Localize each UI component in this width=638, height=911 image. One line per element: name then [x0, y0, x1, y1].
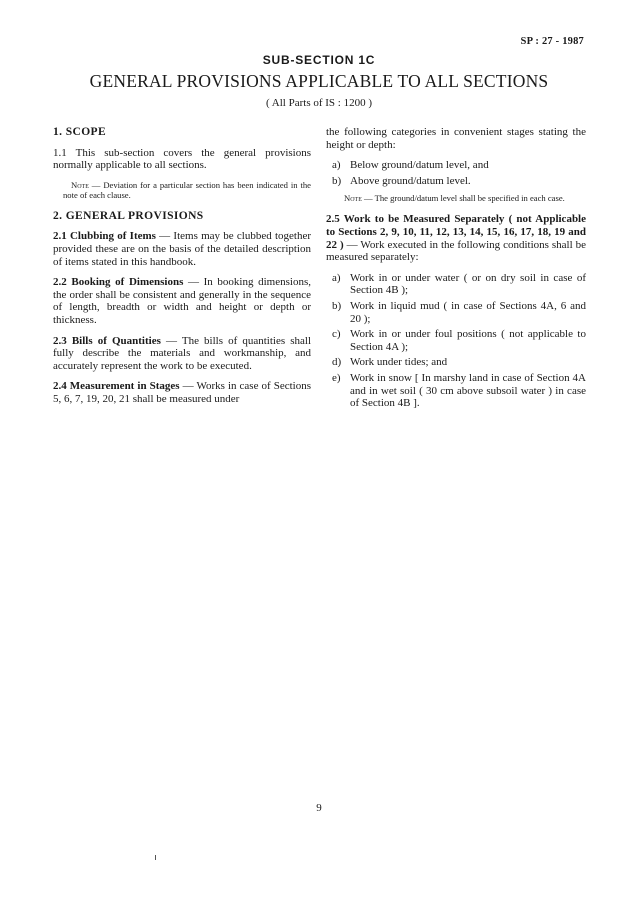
clause-2-3-text: — The bills of quantities shall fully describe the materials and workmanship, and accurately represent the work to be executed.: [53, 334, 311, 372]
list-item-text: Work under tides; and: [350, 356, 448, 369]
clause-2-4-text: — Works in case of Sections 5, 6, 7, 19, 20, 21 shall be measured under: [53, 380, 311, 405]
note-text: — The ground/datum level shall be specified in each case.: [361, 193, 565, 204]
list-item-text: Work in liquid mud ( in case of Sections 4A, 6 and 20 );: [350, 299, 586, 325]
scan-mark: [155, 855, 156, 860]
clause-2-4-continued: the following categories in convenient stages stating the height or depth:: [326, 126, 586, 151]
list-item-label: b): [332, 299, 342, 312]
clause-2-4-heading: 2.4 Measurement in Stages: [53, 380, 180, 393]
clause-2-1-heading: 2.1 Clubbing of Items: [53, 230, 156, 243]
clause-2-2-heading: 2.2 Booking of Dimensions: [53, 276, 184, 289]
note-label: Note: [344, 193, 362, 204]
clause-2-1: [53, 230, 311, 268]
page-number: 9: [316, 802, 322, 814]
list-item-text: Above ground/datum level.: [350, 174, 471, 187]
clause-2-5: [326, 213, 586, 263]
page-title: GENERAL PROVISIONS APPLICABLE TO ALL SECTIONS: [89, 71, 549, 91]
clause-2-4: [53, 380, 311, 405]
list-item: [326, 272, 586, 297]
list-item: [326, 159, 586, 172]
list-item: [326, 328, 586, 353]
clause-2-3-heading: 2.3 Bills of Quantities: [53, 334, 161, 347]
list-item: [326, 300, 586, 325]
note-deviation: [53, 180, 311, 200]
list-item-label: e): [332, 371, 341, 384]
scope-heading: 1. SCOPE: [53, 126, 107, 138]
note-ground-level: [326, 193, 586, 203]
clause-2-5-text: — Work executed in the following conditions shall be measured separately:: [326, 238, 586, 264]
standard-number: SP : 27 - 1987: [520, 36, 584, 47]
note-label: Note: [71, 179, 89, 190]
clause-1-1: 1.1 This sub-section covers the general provisions normally applicable to all sections.: [53, 146, 311, 172]
list-item-text: Work in snow [ In marshy land in case of Section 4A and in wet soil ( 30 cm above subsoil water ) in case of Section 4B ].: [350, 371, 586, 410]
list-item: [326, 175, 586, 188]
separate-work-list: [326, 272, 586, 410]
note-text: — Deviation for a particular section has been indicated in the note of each clause.: [63, 179, 311, 200]
left-column: [53, 126, 311, 414]
list-item-label: c): [332, 328, 341, 341]
list-item: [326, 372, 586, 410]
clause-2-2: [53, 276, 311, 326]
clause-2-1-text: — Items may be clubbed together provided these are on the basis of the detailed description of items stated in this handbook.: [53, 230, 311, 268]
stage-categories-list: [326, 159, 586, 187]
clause-2-2-text: — In booking dimensions, the order shall be consistent and generally in the sequence of length, breadth or width and height or depth or thickness.: [53, 276, 311, 326]
list-item-label: d): [332, 356, 342, 369]
clause-2-5-heading: 2.5 Work to be Measured Separately ( not Applicable to Sections 2, 9, 10, 11, 12, 13, 14, 15, 16, 17, 18, 19 and 22 ): [326, 213, 586, 251]
applicability-note: ( All Parts of IS : 1200 ): [265, 97, 373, 109]
list-item-label: a): [332, 159, 341, 172]
list-item-label: b): [332, 174, 342, 187]
list-item-text: Work in or under water ( or on dry soil in case of Section 4B );: [350, 271, 586, 297]
subsection-label: SUB-SECTION 1C: [262, 53, 376, 67]
general-provisions-heading: 2. GENERAL PROVISIONS: [53, 209, 204, 222]
clause-2-3: [53, 335, 311, 373]
list-item-label: a): [332, 271, 341, 284]
right-column: [326, 126, 586, 416]
list-item: [326, 356, 586, 369]
list-item-text: Work in or under foul positions ( not applicable to Section 4A );: [350, 328, 586, 353]
list-item-text: Below ground/datum level, and: [350, 159, 489, 172]
